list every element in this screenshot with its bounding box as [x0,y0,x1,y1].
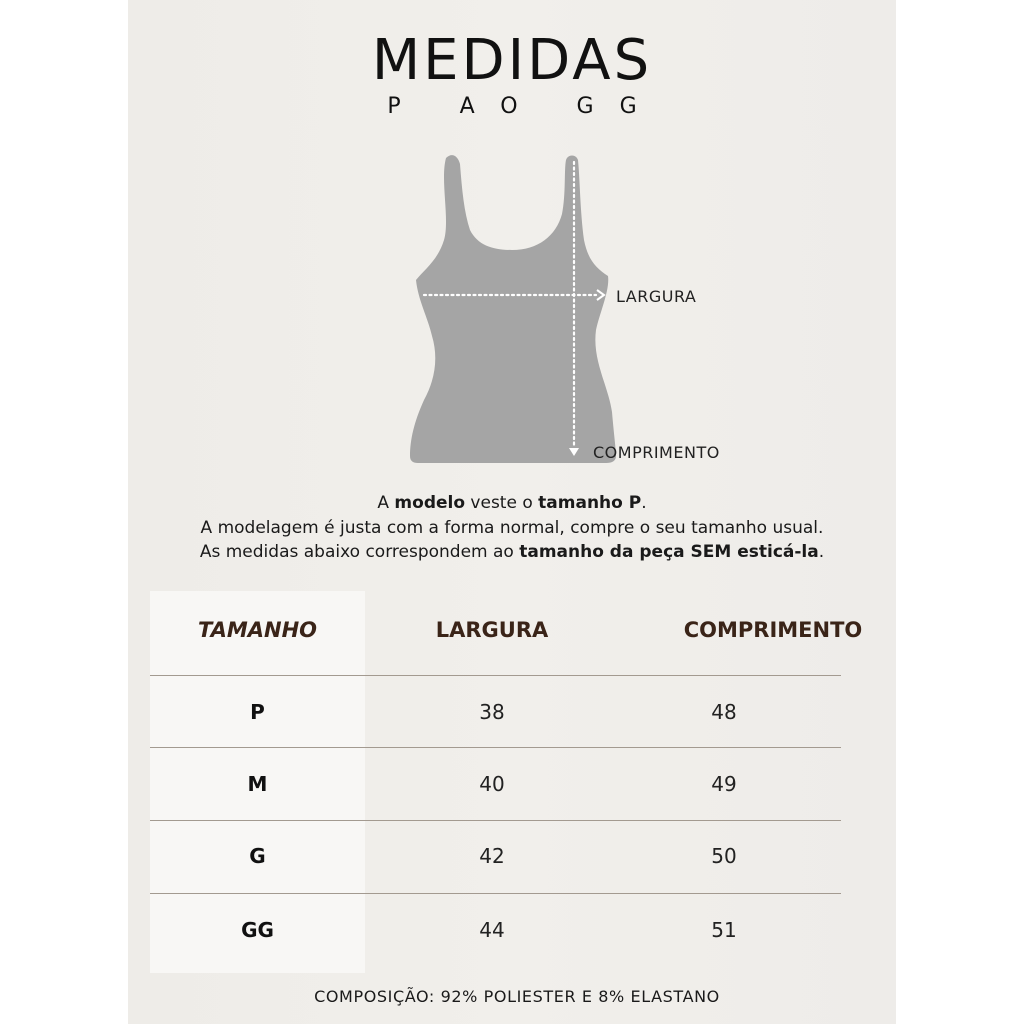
header-length: COMPRIMENTO [683,618,863,642]
length-cell: 50 [711,844,737,868]
table-divider [150,820,841,821]
length-label: COMPRIMENTO [593,443,720,462]
tank-top-diagram [398,150,628,470]
table-divider [150,893,841,894]
width-cell: 42 [479,844,505,868]
page-title: MEDIDAS [371,28,653,93]
table-divider [150,675,841,676]
size-cell: G [249,844,266,868]
size-chart-panel [128,0,896,1024]
fabric-composition: COMPOSIÇÃO: 92% POLIESTER E 8% ELASTANO [314,987,720,1006]
length-cell: 48 [711,700,737,724]
header-size: TAMANHO [197,618,318,642]
width-cell: 44 [479,918,505,942]
table-divider [150,747,841,748]
size-cell: GG [241,918,274,942]
length-cell: 51 [711,918,737,942]
fit-notes [128,491,896,565]
width-label: LARGURA [616,287,697,306]
length-cell: 49 [711,772,737,796]
header-width: LARGURA [435,618,549,642]
notes-line-1: A modelo veste o tamanho P. [377,493,647,513]
notes-line-2: A modelagem é justa com a forma normal, compre o seu tamanho usual. [200,517,824,538]
width-cell: 40 [479,772,505,796]
notes-line-3: As medidas abaixo correspondem ao tamanho da peça SEM esticá-la. [199,542,825,562]
size-cell: P [250,700,265,724]
width-cell: 38 [479,700,505,724]
size-range-subtitle: P AO GG [387,94,663,119]
tank-top-silhouette [410,155,616,463]
size-cell: M [247,772,268,796]
